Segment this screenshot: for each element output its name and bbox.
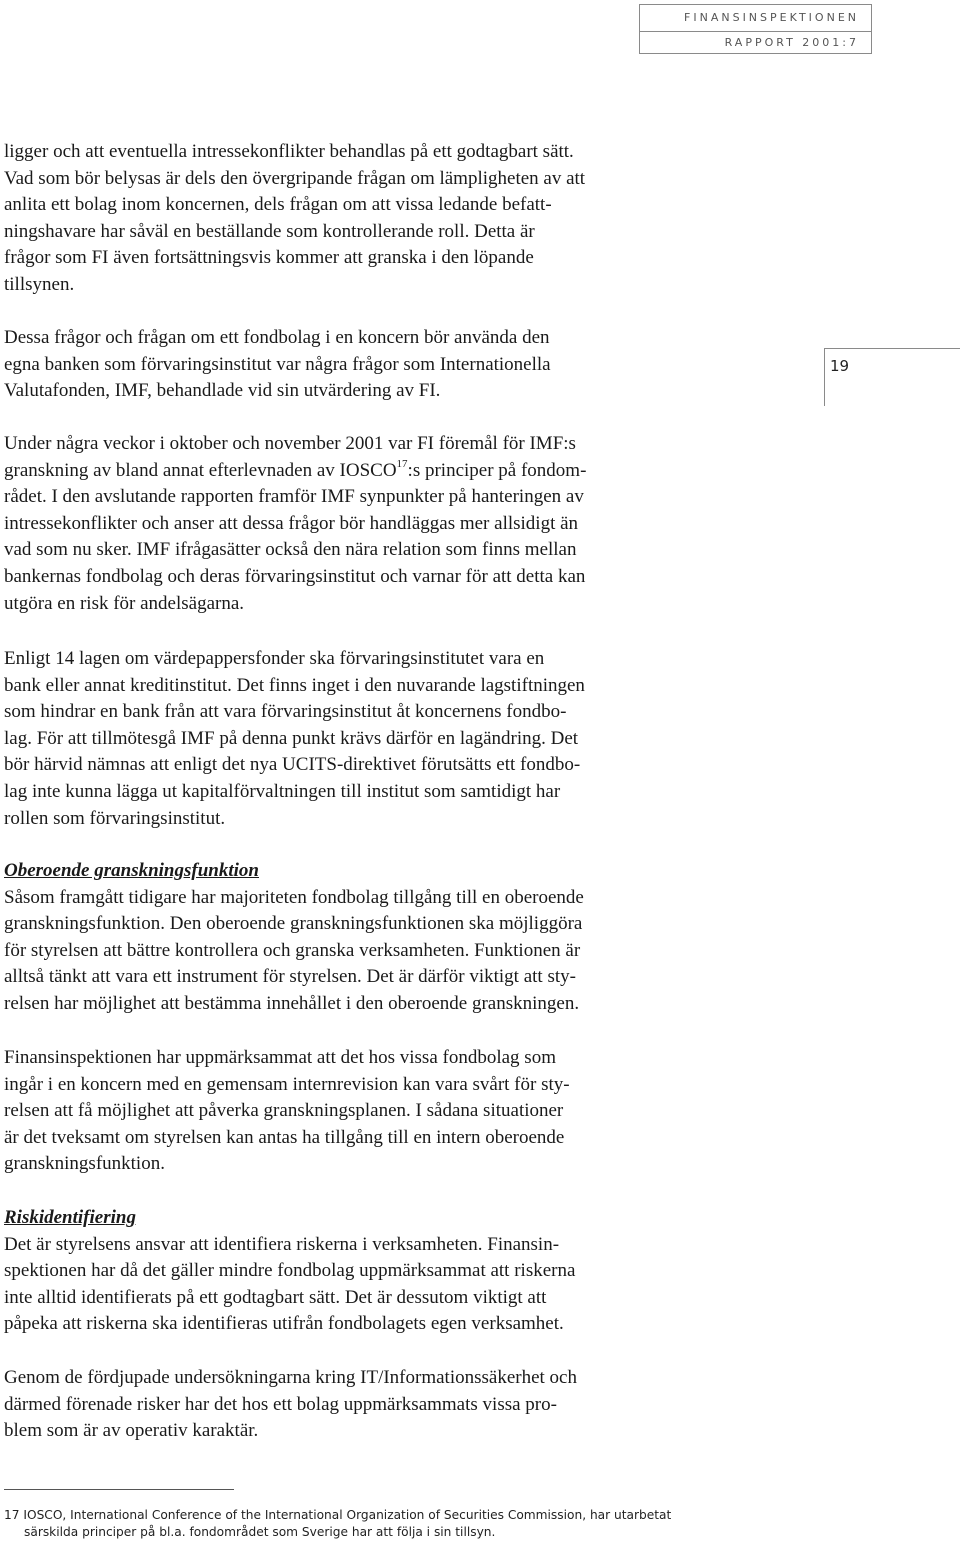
section-heading: Oberoende granskningsfunktion xyxy=(4,860,259,881)
text-line: blem som är av operativ karaktär. xyxy=(4,1420,259,1442)
header-divider xyxy=(640,31,871,32)
text-line: påpeka att riskerna ska identifieras utifrån fondbolagets egen verksamhet. xyxy=(4,1313,564,1335)
text-line: anlita ett bolag inom koncernen, dels frågan om att vissa ledande befatt- xyxy=(4,194,552,216)
text-line: lag inte kunna lägga ut kapitalförvaltningen till institut som samtidigt har xyxy=(4,780,561,802)
paragraph-2 xyxy=(4,325,551,405)
page-number-rule-horizontal xyxy=(824,348,960,349)
text-line: ligger och att eventuella intressekonflikter behandlas på ett godtagbart sätt. xyxy=(4,141,574,162)
text-line: Enligt 14 lagen om värdepappersfonder ska förvaringsinstitutet vara en xyxy=(4,648,545,669)
text-line: granskningsfunktion. Den oberoende granskningsfunktionen ska möjliggöra xyxy=(4,913,583,935)
text-line-with-footnote-ref xyxy=(4,458,586,485)
page-number-rule-vertical xyxy=(824,348,825,406)
header-report: RAPPORT 2001:7 xyxy=(724,36,859,49)
text-line: som hindrar en bank från att vara förvaringsinstitut åt koncernens fondbo- xyxy=(4,701,567,723)
text-line: relsen har möjlighet att bestämma innehållet i den oberoende granskningen. xyxy=(4,992,580,1014)
text-line: bankernas fondbolag och deras förvaringsinstitut och varnar för att detta kan xyxy=(4,565,586,587)
paragraph-8 xyxy=(4,1365,577,1445)
paragraph-1 xyxy=(4,139,585,299)
text-line: vad som nu sker. IMF ifrågasätter också den nära relation som finns mellan xyxy=(4,539,577,561)
text-line: ningshavare har såväl en beställande som kontrollerande roll. Detta är xyxy=(4,220,535,242)
text-line: Valutafonden, IMF, behandlade vid sin utvärdering av FI. xyxy=(4,380,441,402)
footnote-reference[interactable]: 17 xyxy=(396,457,408,470)
page-number: 19 xyxy=(830,357,850,375)
text-line: alltså tänkt att vara ett instrument för styrelsen. Det är därför viktigt att sty- xyxy=(4,966,576,988)
text-fragment: :s principer på fondom- xyxy=(407,459,587,481)
paragraph-3 xyxy=(4,431,586,617)
text-line: Under några veckor i oktober och november 2001 var FI föremål för IMF:s xyxy=(4,433,576,454)
footnote xyxy=(4,1507,671,1541)
section-riskidentifiering xyxy=(4,1205,575,1338)
text-line: Finansinspektionen har uppmärksammat att det hos vissa fondbolag som xyxy=(4,1047,556,1068)
footnote-line: särskilda principer på bl.a. fondområdet som Sverige har att följa i sin tillsyn. xyxy=(24,1525,496,1539)
text-line: intressekonflikter och anser att dessa frågor bör handläggas mer allsidigt än xyxy=(4,512,579,534)
text-line: inte alltid identifierats på ett godtagbart sätt. Det är dessutom viktigt att xyxy=(4,1286,547,1308)
text-line: utgöra en risk för andelsägarna. xyxy=(4,592,245,614)
paragraph-4 xyxy=(4,646,585,832)
text-line: Det är styrelsens ansvar att identifiera riskerna i verksamheten. Finansin- xyxy=(4,1233,560,1255)
text-fragment: granskning av bland annat efterlevnaden av IOSCO xyxy=(4,459,397,481)
text-line: spektionen har då det gäller mindre fondbolag uppmärksammat att riskerna xyxy=(4,1260,576,1282)
footnote-rule xyxy=(4,1489,234,1490)
text-line: ingår i en koncern med en gemensam internrevision kan vara svårt för sty- xyxy=(4,1073,570,1095)
section-oberoende-granskningsfunktion xyxy=(4,858,584,1018)
text-line: därmed förenade risker har det hos ett bolag uppmärksammats vissa pro- xyxy=(4,1393,557,1415)
paragraph-6 xyxy=(4,1045,570,1178)
header-org: FINANSINSPEKTIONEN xyxy=(684,11,859,24)
text-line: Vad som bör belysas är dels den övergripande frågan om lämpligheten av att xyxy=(4,167,586,189)
text-line: rollen som förvaringsinstitut. xyxy=(4,807,226,829)
report-header xyxy=(639,4,872,54)
text-line: bör härvid nämnas att enligt det nya UCITS-direktivet förutsätts ett fondbo- xyxy=(4,754,581,776)
text-line: rådet. I den avslutande rapporten framför IMF synpunkter på hanteringen av xyxy=(4,486,584,508)
text-line: Dessa frågor och frågan om ett fondbolag i en koncern bör använda den xyxy=(4,327,550,348)
text-line: egna banken som förvaringsinstitut var några frågor som Internationella xyxy=(4,353,551,375)
text-line: är det tveksamt om styrelsen kan antas ha tillgång till en intern oberoende xyxy=(4,1126,565,1148)
text-line: bank eller annat kreditinstitut. Det finns inget i den nuvarande lagstiftningen xyxy=(4,674,585,696)
text-line: relsen att få möjlighet att påverka granskningsplanen. I sådana situationer xyxy=(4,1100,564,1122)
text-line: lag. För att tillmötesgå IMF på denna punkt krävs därför en lagändring. Det xyxy=(4,727,579,749)
text-line: granskningsfunktion. xyxy=(4,1153,165,1175)
text-line: frågor som FI även fortsättningsvis kommer att granska i den löpande xyxy=(4,247,534,269)
footnote-line: 17 IOSCO, International Conference of the International Organization of Securities Commission, har utarbetat xyxy=(4,1508,672,1522)
section-heading: Riskidentifiering xyxy=(4,1207,136,1228)
text-line: för styrelsen att bättre kontrollera och granska verksamheten. Funktionen är xyxy=(4,939,581,961)
text-line: Såsom framgått tidigare har majoriteten fondbolag tillgång till en oberoende xyxy=(4,886,584,908)
text-line: tillsynen. xyxy=(4,273,75,295)
text-line: Genom de fördjupade undersökningarna kring IT/Informationssäkerhet och xyxy=(4,1367,577,1388)
